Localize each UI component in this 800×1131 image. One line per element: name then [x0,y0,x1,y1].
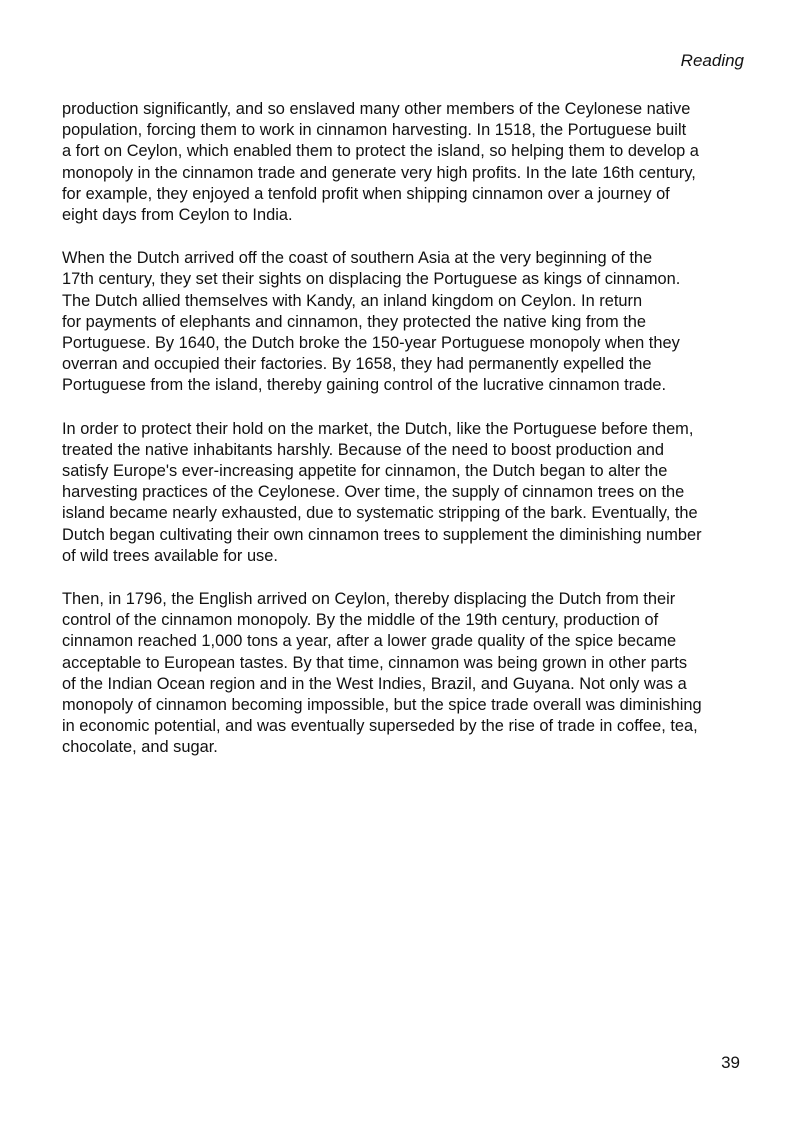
text-line: for example, they enjoyed a tenfold profit when shipping cinnamon over a journey of [62,184,670,203]
text-line: control of the cinnamon monopoly. By the middle of the 19th century, production of [62,611,659,630]
text-line: for payments of elephants and cinnamon, they protected the native king from the [62,312,647,331]
text-line: Portuguese from the island, thereby gaining control of the lucrative cinnamon trade. [62,376,667,395]
text-line: in economic potential, and was eventually superseded by the rise of trade in coffee, tea, [62,717,698,736]
text-line: eight days from Ceylon to India. [62,206,293,225]
text-line: When the Dutch arrived off the coast of southern Asia at the very beginning of the [62,249,653,268]
paragraph-4 [62,589,752,759]
text-line: of wild trees available for use. [62,546,278,565]
text-line: Then, in 1796, the English arrived on Ceylon, thereby displacing the Dutch from their [62,590,676,609]
text-line: Dutch began cultivating their own cinnamon trees to supplement the diminishing number [62,525,702,544]
paragraph-1 [62,99,752,226]
text-line: acceptable to European tastes. By that time, cinnamon was being grown in other parts [62,653,688,672]
text-line: population, forcing them to work in cinnamon harvesting. In 1518, the Portuguese built [62,121,687,140]
text-line: monopoly of cinnamon becoming impossible, but the spice trade overall was diminishing [62,696,702,715]
body-text [62,99,752,781]
text-line: 17th century, they set their sights on displacing the Portuguese as kings of cinnamon. [62,270,681,289]
paragraph-2 [62,248,752,396]
text-line: monopoly in the cinnamon trade and generate very high profits. In the late 16th century, [62,163,696,182]
text-line: harvesting practices of the Ceylonese. Over time, the supply of cinnamon trees on the [62,483,685,502]
text-line: island became nearly exhausted, due to systematic stripping of the bark. Eventually, the [62,504,698,523]
paragraph-3 [62,419,752,567]
text-line: production significantly, and so enslaved many other members of the Ceylonese native [62,100,691,118]
text-line: treated the native inhabitants harshly. Because of the need to boost production and [62,440,665,459]
text-line: In order to protect their hold on the market, the Dutch, like the Portuguese before them, [62,419,694,438]
text-line: of the Indian Ocean region and in the West Indies, Brazil, and Guyana. Not only was a [62,674,687,693]
text-line: satisfy Europe's ever-increasing appetite for cinnamon, the Dutch began to alter the [62,462,668,481]
text-line: cinnamon reached 1,000 tons a year, after a lower grade quality of the spice became [62,632,677,651]
text-line: overran and occupied their factories. By 1658, they had permanently expelled the [62,355,652,374]
text-line: The Dutch allied themselves with Kandy, an inland kingdom on Ceylon. In return [62,291,643,310]
text-line: chocolate, and sugar. [62,738,218,757]
text-line: a fort on Ceylon, which enabled them to protect the island, so helping them to develop a [62,142,699,161]
running-header: Reading [680,51,744,70]
page-number: 39 [721,1053,740,1072]
text-line: Portuguese. By 1640, the Dutch broke the 150-year Portuguese monopoly when they [62,334,680,353]
